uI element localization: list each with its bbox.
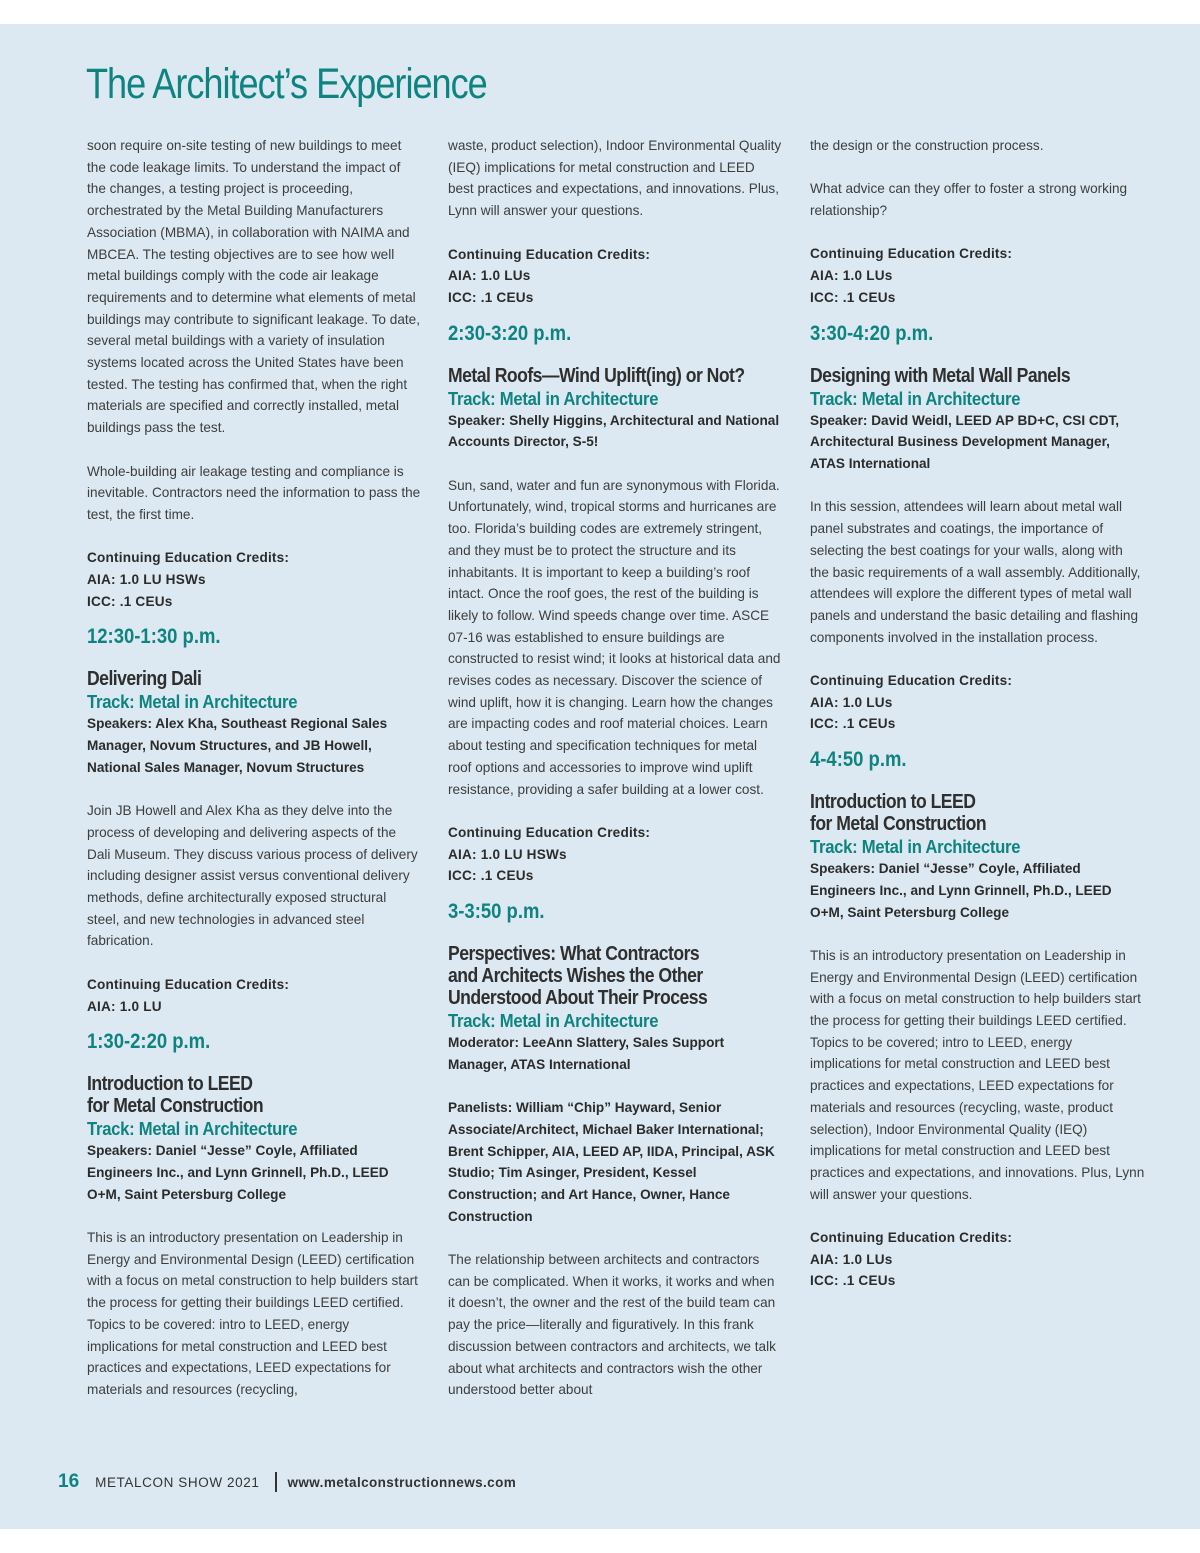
session-time: 3:30-4:20 p.m. <box>810 321 934 345</box>
credits-aia: AIA: 1.0 LUs <box>810 268 893 284</box>
session-description: This is an introductory presentation on Leadership in Energy and Environmental Design (LEED) certification with a focus on metal construction to help builders start the process for getting their buildings LEED certified. Topics to be covered: intro to LEED, energy implications for metal construction and LEED best practices and expectations, LEED expectations for materials and resources (recycling, <box>87 1230 418 1397</box>
continued-paragraph: waste, product selection), Indoor Environmental Quality (IEQ) implications for metal construction and LEED best practices and expectations, and innovations. Plus, Lynn will answer your questions. <box>448 138 782 219</box>
session-title: Delivering Dali <box>87 668 202 691</box>
footer-divider <box>275 1472 277 1492</box>
credits-icc: ICC: .1 CEUs <box>448 868 534 884</box>
credits-aia: AIA: 1.0 LU HSWs <box>448 846 567 862</box>
session-track: Track: Metal in Architecture <box>448 1010 659 1032</box>
column-1 <box>87 135 422 1422</box>
question-paragraph: What advice can they offer to foster a strong working relationship? <box>810 181 1128 219</box>
session-speakers: Speakers: Daniel “Jesse” Coyle, Affiliated Engineers Inc., and Lynn Grinnell, Ph.D., LEED O+M, Saint Petersburg College <box>810 861 1112 920</box>
credits-aia: AIA: 1.0 LU HSWs <box>87 572 206 588</box>
credits-block <box>448 822 783 887</box>
credits-block <box>448 244 783 309</box>
credits-aia: AIA: 1.0 LU <box>87 998 162 1014</box>
session-moderator: Moderator: LeeAnn Slattery, Sales Support Manager, ATAS International <box>448 1035 725 1072</box>
session-speakers: Speaker: David Weidl, LEED AP BD+C, CSI CDT, Architectural Business Development Manager, ATAS International <box>810 412 1120 471</box>
session-panelists: Panelists: William “Chip” Hayward, Senior Associate/Architect, Michael Baker International; Brent Schipper, AIA, LEED AP, IIDA, Principal, ASK Studio; Tim Asinger, President, Kessel Construction; and Art Hance, Owner, Hance Construction <box>448 1100 775 1224</box>
continued-paragraph: the design or the construction process. <box>810 138 1044 153</box>
session-time: 4-4:50 p.m. <box>810 748 907 772</box>
session-speakers: Speakers: Alex Kha, Southeast Regional Sales Manager, Novum Structures, and JB Howell, National Sales Manager, Novum Structures <box>87 716 388 775</box>
session-track: Track: Metal in Architecture <box>810 387 1021 409</box>
credits-block <box>810 670 1145 735</box>
credits-icc: ICC: .1 CEUs <box>810 1273 896 1289</box>
column-2 <box>448 135 783 1423</box>
session-description: This is an introductory presentation on Leadership in Energy and Environmental Design (LEED) certification with a focus on metal construction to help builders start the process for getting their buildings LEED certified. Topics to be covered; intro to LEED, energy implications for metal construction and LEED best practices and expectations, LEED expectations for materials and resources (recycling, waste, product selection), Indoor Environmental Quality (IEQ) implications for metal construction and LEED best practices and expectations, and innovations. Plus, Lynn will answer your questions. <box>810 947 1145 1202</box>
page-number: 16 <box>58 1471 80 1492</box>
session-title-line-2: for Metal Construction <box>87 1095 264 1118</box>
session-description: In this session, attendees will learn about metal wall panel substrates and coatings, the importance of selecting the best coatings for your walls, along with the basic requirements of a wall assembly. Additionally, attendees will explore the different types of metal wall panels and understand the basic detailing and flashing components involved in the installation process. <box>810 499 1141 645</box>
session-title-line-1: Introduction to LEED <box>87 1073 253 1096</box>
credits-label: Continuing Education Credits: <box>87 550 290 566</box>
credits-icc: ICC: .1 CEUs <box>87 593 173 609</box>
session-title: Designing with Metal Wall Panels <box>810 364 1071 387</box>
page-footer <box>58 1471 516 1493</box>
credits-label: Continuing Education Credits: <box>810 1230 1013 1246</box>
session-track: Track: Metal in Architecture <box>810 836 1021 858</box>
session-speakers: Speakers: Daniel “Jesse” Coyle, Affiliated Engineers Inc., and Lynn Grinnell, Ph.D., LEED O+M, Saint Petersburg College <box>87 1143 389 1202</box>
page-title: The Architect’s Experience <box>86 60 487 108</box>
credits-label: Continuing Education Credits: <box>448 824 651 840</box>
credits-block <box>87 974 422 1017</box>
session-title-line-1: Perspectives: What Contractors <box>448 943 700 966</box>
session-track: Track: Metal in Architecture <box>87 1118 298 1140</box>
credits-block <box>87 547 422 612</box>
session-title-line-2: for Metal Construction <box>810 813 987 836</box>
session-speakers: Speaker: Shelly Higgins, Architectural and National Accounts Director, S-5! <box>448 412 780 450</box>
credits-label: Continuing Education Credits: <box>87 976 290 992</box>
intro-paragraph-2: Whole-building air leakage testing and compliance is inevitable. Contractors need the information to pass the test, the first time. <box>87 463 421 522</box>
credits-label: Continuing Education Credits: <box>448 246 651 262</box>
credits-label: Continuing Education Credits: <box>810 246 1013 262</box>
credits-icc: ICC: .1 CEUs <box>448 289 534 305</box>
session-title-line-3: Understood About Their Process <box>448 987 708 1010</box>
credits-icc: ICC: .1 CEUs <box>810 716 896 732</box>
page <box>0 24 1200 1529</box>
session-description: Sun, sand, water and fun are synonymous with Florida. Unfortunately, wind, tropical storms and hurricanes are too. Florida’s building codes are extremely stringent, and they must be to protect the structure and its inhabitants. It is important to keep a building’s roof intact. Once the roof goes, the rest of the building is likely to follow. Wind speeds change over time. ASCE 07-16 was established to ensure buildings are constructed to resist wind; it looks at historical data and revises codes as necessary. Discover the science of wind uplift, how it is changing. Learn how the changes are impacting codes and roof material choices. Learn about testing and specification techniques for metal roof options and accessories to improve wind uplift resistance, providing a safer building at a lower cost. <box>448 477 781 797</box>
website-url[interactable]: www.metalconstructionnews.com <box>287 1474 517 1490</box>
intro-paragraph: soon require on-site testing of new buildings to meet the code leakage limits. To understand the impact of the changes, a testing project is proceeding, orchestrated by the Metal Building Manufacturers Association (MBMA), in collaboration with NAIMA and MBCEA. The testing objectives are to see how well metal buildings comply with the code air leakage requirements and to determine what elements of metal buildings may contribute to significant leakage. To date, several metal buildings with a variety of insulation systems located across the United States have been tested. The testing has confirmed that, when the right materials are specified and correctly installed, metal buildings pass the test. <box>87 138 420 436</box>
credits-aia: AIA: 1.0 LUs <box>810 694 893 710</box>
credits-block <box>810 1227 1145 1292</box>
session-description: The relationship between architects and contractors can be complicated. When it works, it works and when it doesn’t, the owner and the rest of the build team can pay the price—literally and figuratively. In this frank discussion between contractors and architects, we talk about what architects and contractors wish the other understood better about <box>448 1252 776 1398</box>
session-title-line-2: and Architects Wishes the Other <box>448 965 703 988</box>
session-track: Track: Metal in Architecture <box>448 387 659 409</box>
session-track: Track: Metal in Architecture <box>87 691 298 713</box>
credits-aia: AIA: 1.0 LUs <box>448 268 531 284</box>
session-description: Join JB Howell and Alex Kha as they delve into the process of developing and delivering aspects of the Dali Museum. They discuss various process of delivery including designer assist versus conventional delivery methods, define architecturally exposed structural steel, and new technologies in advanced steel fabrication. <box>87 803 418 949</box>
session-time: 12:30-1:30 p.m. <box>87 625 221 649</box>
session-title-line-1: Introduction to LEED <box>810 791 976 814</box>
publication-name: METALCON SHOW 2021 <box>95 1474 260 1490</box>
session-title: Metal Roofs—Wind Uplift(ing) or Not? <box>448 364 745 387</box>
credits-icc: ICC: .1 CEUs <box>810 289 896 305</box>
credits-block <box>810 243 1145 308</box>
session-time: 3-3:50 p.m. <box>448 900 545 924</box>
session-time: 2:30-3:20 p.m. <box>448 321 572 345</box>
credits-label: Continuing Education Credits: <box>810 673 1013 688</box>
session-time: 1:30-2:20 p.m. <box>87 1030 211 1054</box>
column-3 <box>810 135 1145 1304</box>
credits-aia: AIA: 1.0 LUs <box>810 1251 893 1267</box>
